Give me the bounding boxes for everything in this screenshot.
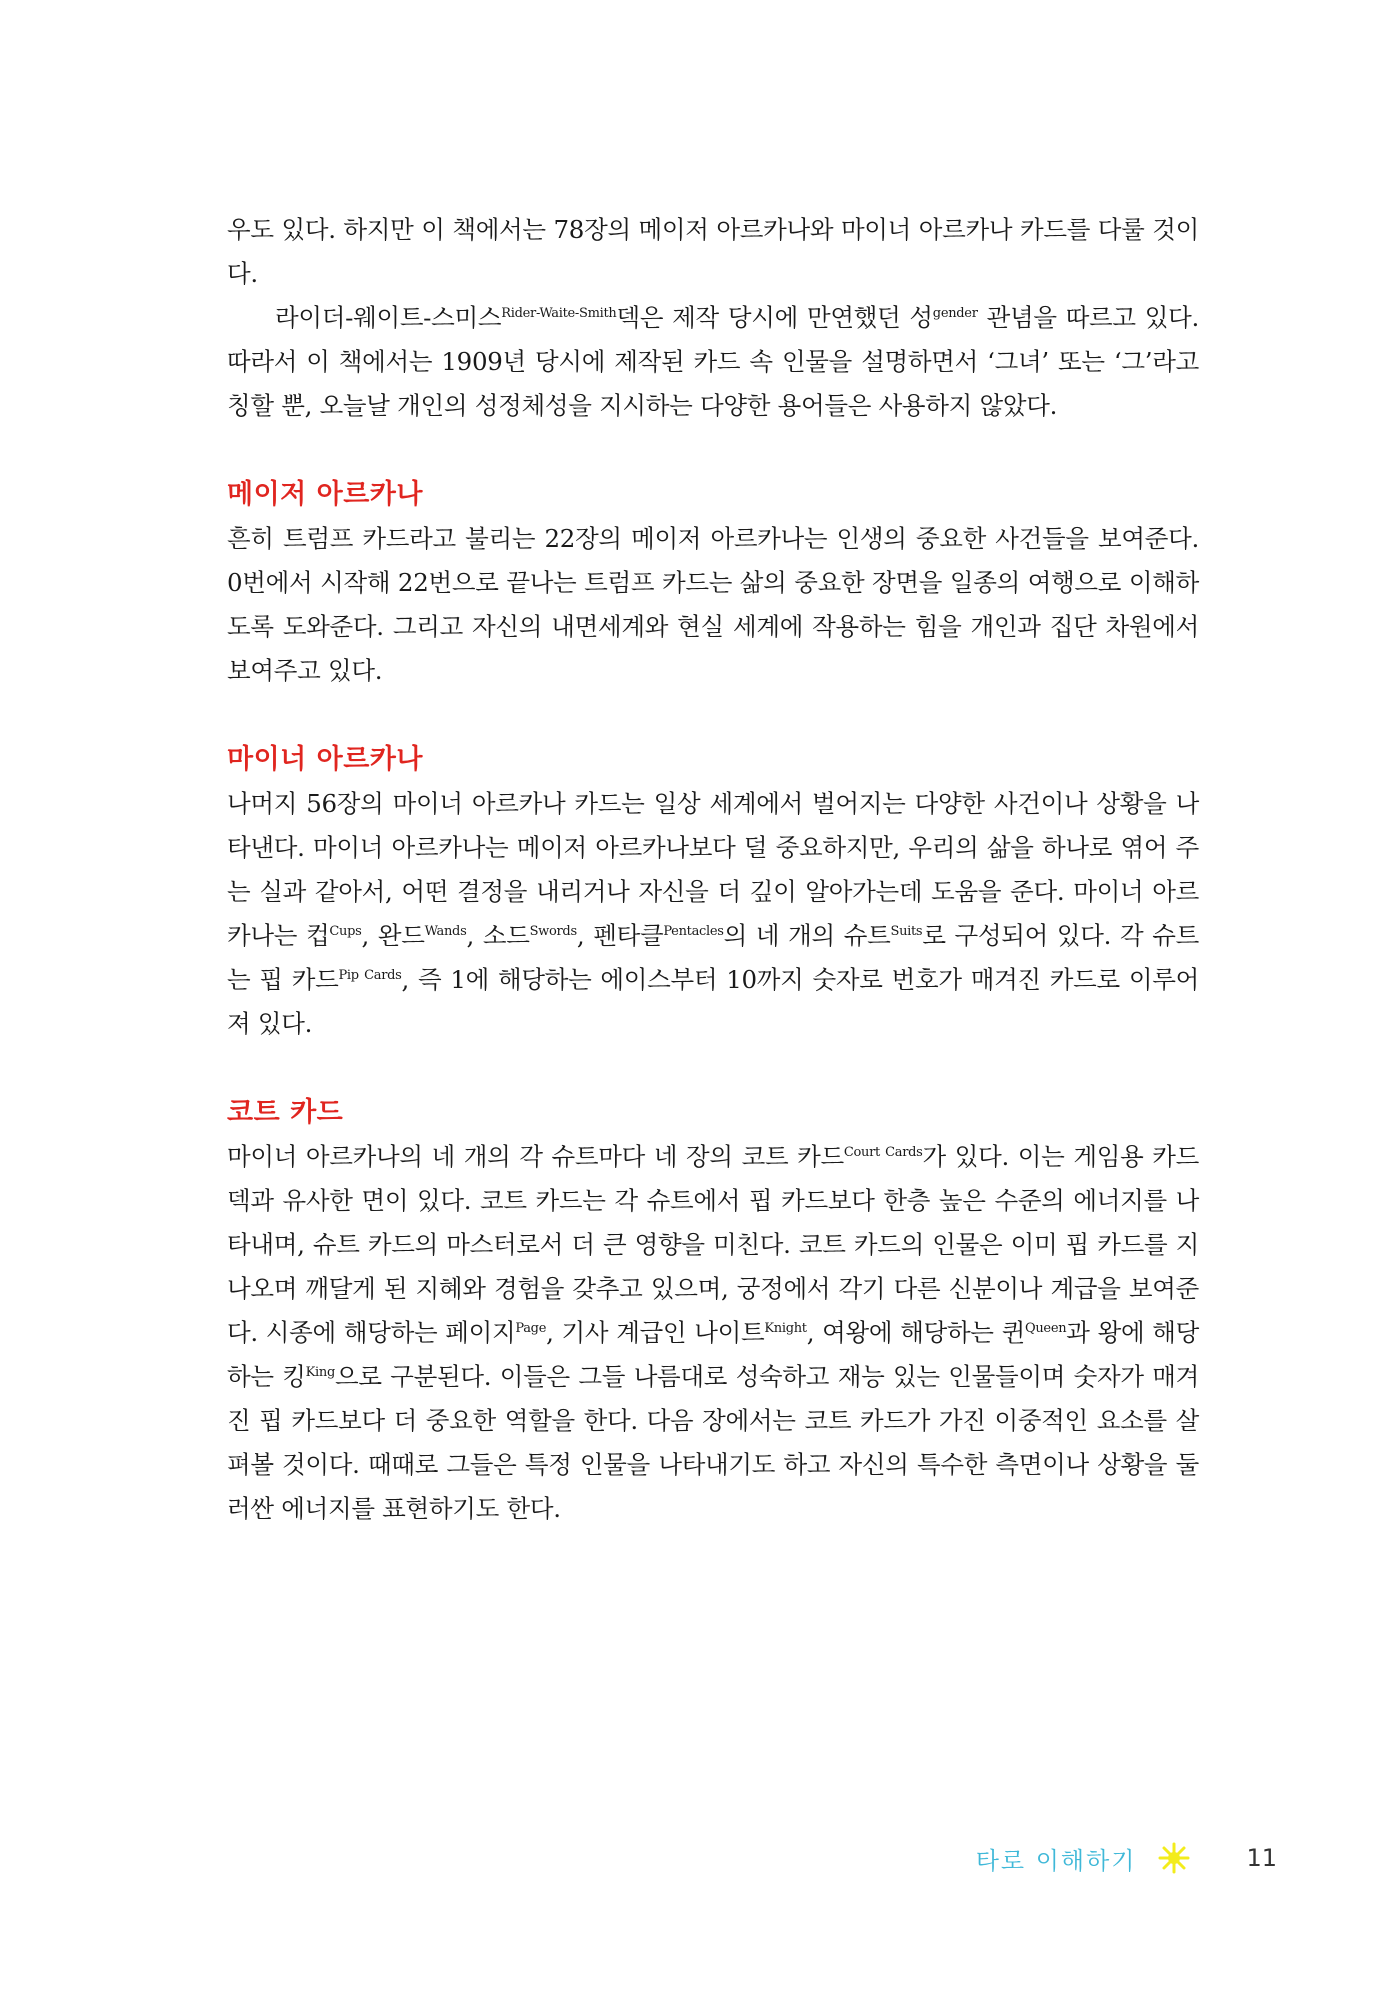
- text-segment: 으로 구분된다. 이들은 그들 나름대로 성숙하고 재능 있는 인물들이며 숫자가 매겨진 핍 카드보다 더 중요한 역할을 한다. 다음 장에서는 코트 카드가 가진 이중적인 요소를 살펴볼 것이다. 때때로 그들은 특정 인물을 나타내기도 하고 자신의 특수한 측면이나 상황을 둘러싼 에너지를 표현하기도 한다.: [227, 1362, 1199, 1523]
- text-segment: , 여왕에 해당하는 퀸: [806, 1318, 1025, 1347]
- superscript-term: Pentacles: [663, 923, 724, 939]
- running-title: 타로 이해하기: [975, 1846, 1137, 1875]
- text-segment: 나머지 56장의 마이너 아르카나 카드는 일상 세계에서 벌어지는 다양한 사건이나 상황을 나타낸다. 마이너 아르카나는 메이저 아르카나보다 덜 중요하지만, 우리의 삶을 하나로 엮어 주는 실과 같아서, 어떤 결정을 내리거나 자신을 더 깊이 알아가는데 도움을 준다. 마이너 아르카나는 컵: [227, 789, 1199, 950]
- text-segment: , 펜타클: [576, 921, 664, 950]
- text-segment: 의 네 개의 슈트: [723, 921, 891, 950]
- text-segment: 라이더-웨이트-스미스: [275, 303, 502, 332]
- text-segment: 관념을 따르고 있다. 따라서 이 책에서는 1909년 당시에 제작된 카드 속 인물을 설명하면서 ‘그녀’ 또는 ‘그’라고 칭할 뿐, 오늘날 개인의 성정체성을 지시하는 다양한 용어들은 사용하지 않았다.: [227, 303, 1199, 420]
- superscript-term: Queen: [1025, 1320, 1067, 1336]
- paragraph-court-cards: [227, 1135, 1199, 1531]
- heading-minor-arcana: 마이너 아르카나: [227, 744, 423, 775]
- heading-court-cards: 코트 카드: [227, 1097, 344, 1128]
- superscript-term: gender: [932, 305, 978, 321]
- paragraph-major-arcana: 흔히 트럼프 카드라고 불리는 22장의 메이저 아르카나는 인생의 중요한 사건들을 보여준다. 0번에서 시작해 22번으로 끝나는 트럼프 카드는 삶의 중요한 장면을 일종의 여행으로 이해하도록 도와준다. 그리고 자신의 내면세계와 현실 세계에 작용하는 힘을 개인과 집단 차원에서 보여주고 있다.: [227, 524, 1199, 685]
- text-segment: , 소드: [466, 921, 530, 950]
- text-segment: 가 있다. 이는 게임용 카드 덱과 유사한 면이 있다. 코트 카드는 각 슈트에서 핍 카드보다 한층 높은 수준의 에너지를 나타내며, 슈트 카드의 마스터로서 더 큰 영향을 미친다. 코트 카드의 인물은 이미 핍 카드를 지나오며 깨달게 된 지혜와 경험을 갖추고 있으며, 궁정에서 각기 다른 신분이나 계급을 보여준다. 시종에 해당하는 페이지: [227, 1142, 1200, 1347]
- superscript-term: King: [305, 1364, 336, 1380]
- text-segment: 덱은 제작 당시에 만연했던 성: [616, 303, 933, 332]
- superscript-term: Page: [515, 1320, 547, 1336]
- superscript-term: Swords: [529, 923, 577, 939]
- text-segment: , 완드: [361, 921, 425, 950]
- superscript-term: Knight: [764, 1320, 807, 1336]
- heading-major-arcana: 메이저 아르카나: [227, 479, 423, 510]
- page-number: 11: [1246, 1844, 1277, 1872]
- page-footer: [976, 1838, 1277, 1878]
- paragraph-rws-note: [227, 296, 1199, 428]
- superscript-term: Suits: [890, 923, 923, 939]
- sun-icon: [1158, 1842, 1190, 1874]
- text-segment: , 즉 1에 해당하는 에이스부터 10까지 숫자로 번호가 매겨진 카드로 이루어져 있다.: [227, 965, 1199, 1038]
- text-segment: 로 구성되어 있다. 각 슈트는 핍 카드: [227, 921, 1199, 994]
- superscript-term: Rider-Waite-Smith: [501, 305, 617, 321]
- paragraph-intro-continuation: 우도 있다. 하지만 이 책에서는 78장의 메이저 아르카나와 마이너 아르카나 카드를 다룰 것이다.: [227, 215, 1199, 288]
- superscript-term: Wands: [424, 923, 467, 939]
- superscript-term: Pip Cards: [338, 967, 402, 983]
- text-segment: 과 왕에 해당하는 킹: [227, 1318, 1200, 1391]
- superscript-term: Cups: [329, 923, 362, 939]
- page-body: [227, 208, 1199, 1531]
- text-segment: 마이너 아르카나의 네 개의 각 슈트마다 네 장의 코트 카드: [227, 1142, 844, 1171]
- superscript-term: Court Cards: [843, 1144, 923, 1160]
- paragraph-minor-arcana: [227, 782, 1199, 1046]
- text-segment: , 기사 계급인 나이트: [546, 1318, 765, 1347]
